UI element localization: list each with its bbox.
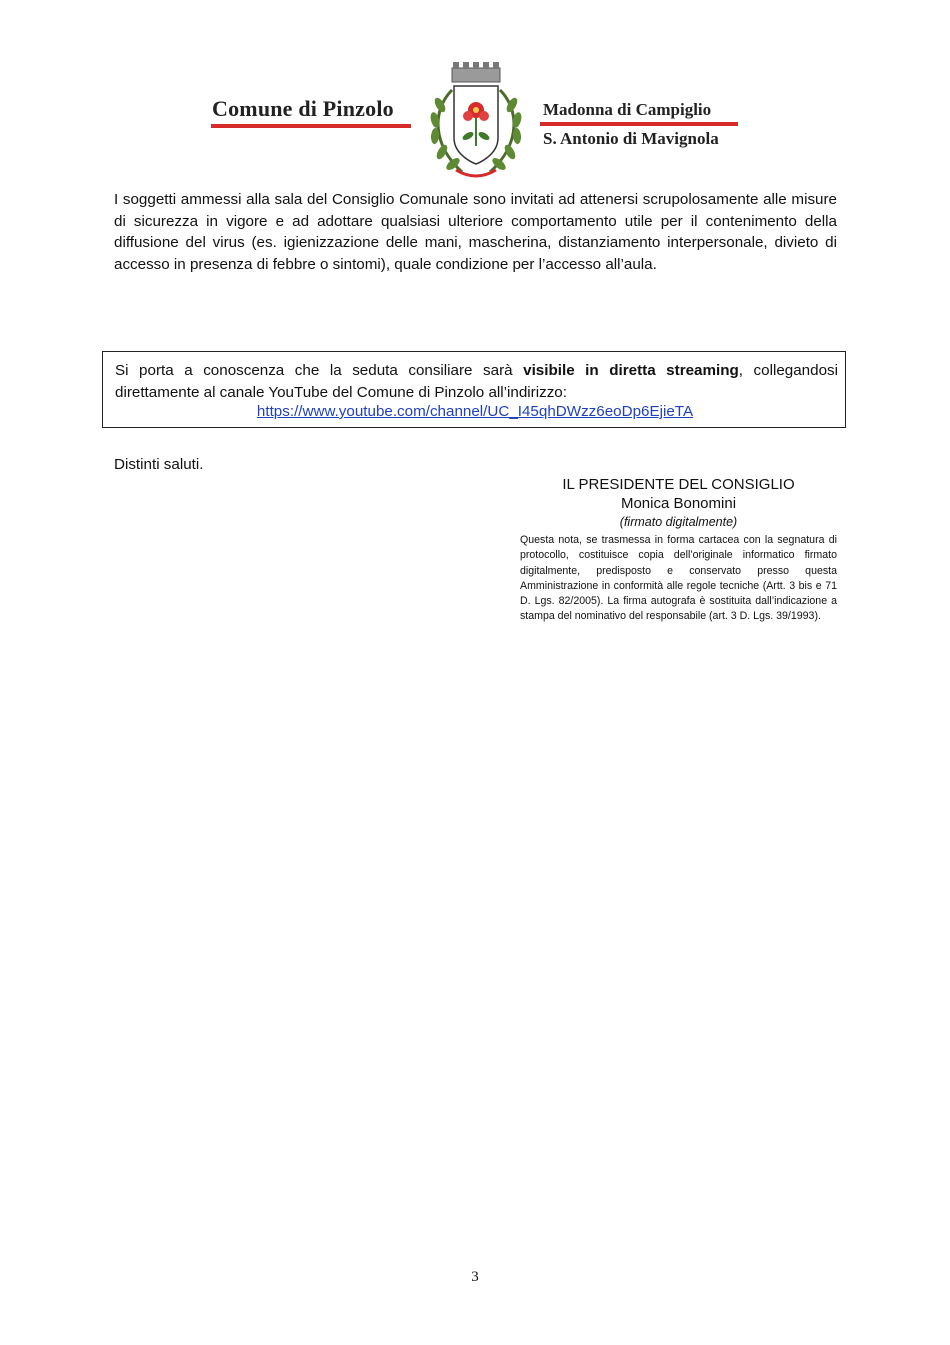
page-number: 3 (471, 1269, 479, 1285)
notice-text-before: Si porta a conoscenza che la seduta consiliare sarà (115, 362, 524, 379)
red-rule-right (540, 122, 738, 126)
digital-signature-label: (firmato digitalmente) (619, 515, 738, 529)
signatory-name: Monica Bonomini (620, 495, 737, 512)
locality-name-2: S. Antonio di Mavignola (543, 129, 719, 148)
locality-name-1: Madonna di Campiglio (543, 100, 712, 119)
notice-text-bold: visibile in diretta streaming (523, 362, 739, 379)
safety-paragraph: I soggetti ammessi alla sala del Consiglio Comunale sono invitati ad attenersi scrupolosamente alle misure di sicurezza in vigore e ad adottare qualsiasi ulteriore comportamento utile per il contenimento della diffusione del virus (es. igienizzazione delle mani, mascherina, distanziamento interpersonale, divieto di accesso in presenza di febbre o sintomi), quale condizione per l’accesso all’aula. (114, 191, 837, 273)
municipality-name: Comune di Pinzolo (212, 96, 394, 121)
streaming-notice-box (102, 351, 846, 428)
closing-greeting: Distinti saluti. (114, 456, 204, 473)
signatory-title: IL PRESIDENTE DEL CONSIGLIO (562, 476, 795, 493)
signature-block (520, 476, 837, 625)
streaming-notice-text (115, 360, 838, 403)
red-rule-left (211, 124, 411, 128)
legal-note: Questa nota, se trasmessa in forma cartacea con la segnatura di protocollo, costituisce copia dell’originale informatico firmato digitalmente, predisposto e conservato presso questa Amministrazione in conformità alle regole tecniche (Artt. 3 bis e 71 D. Lgs. 82/2005). La firma autografa è sostituita dall’indicazione a stampa del nominativo del responsabile (art. 3 D. Lgs. 39/1993). (520, 534, 837, 623)
notice-text-after: , collegandosi direttamente al canale YouTube del Comune di Pinzolo all’indirizzo: (115, 362, 838, 401)
youtube-channel-link[interactable]: https://www.youtube.com/channel/UC_I45qhDWzz6eoDp6EjieTA (256, 403, 694, 420)
letterhead (0, 58, 950, 183)
coat-of-arms-icon (422, 60, 530, 182)
